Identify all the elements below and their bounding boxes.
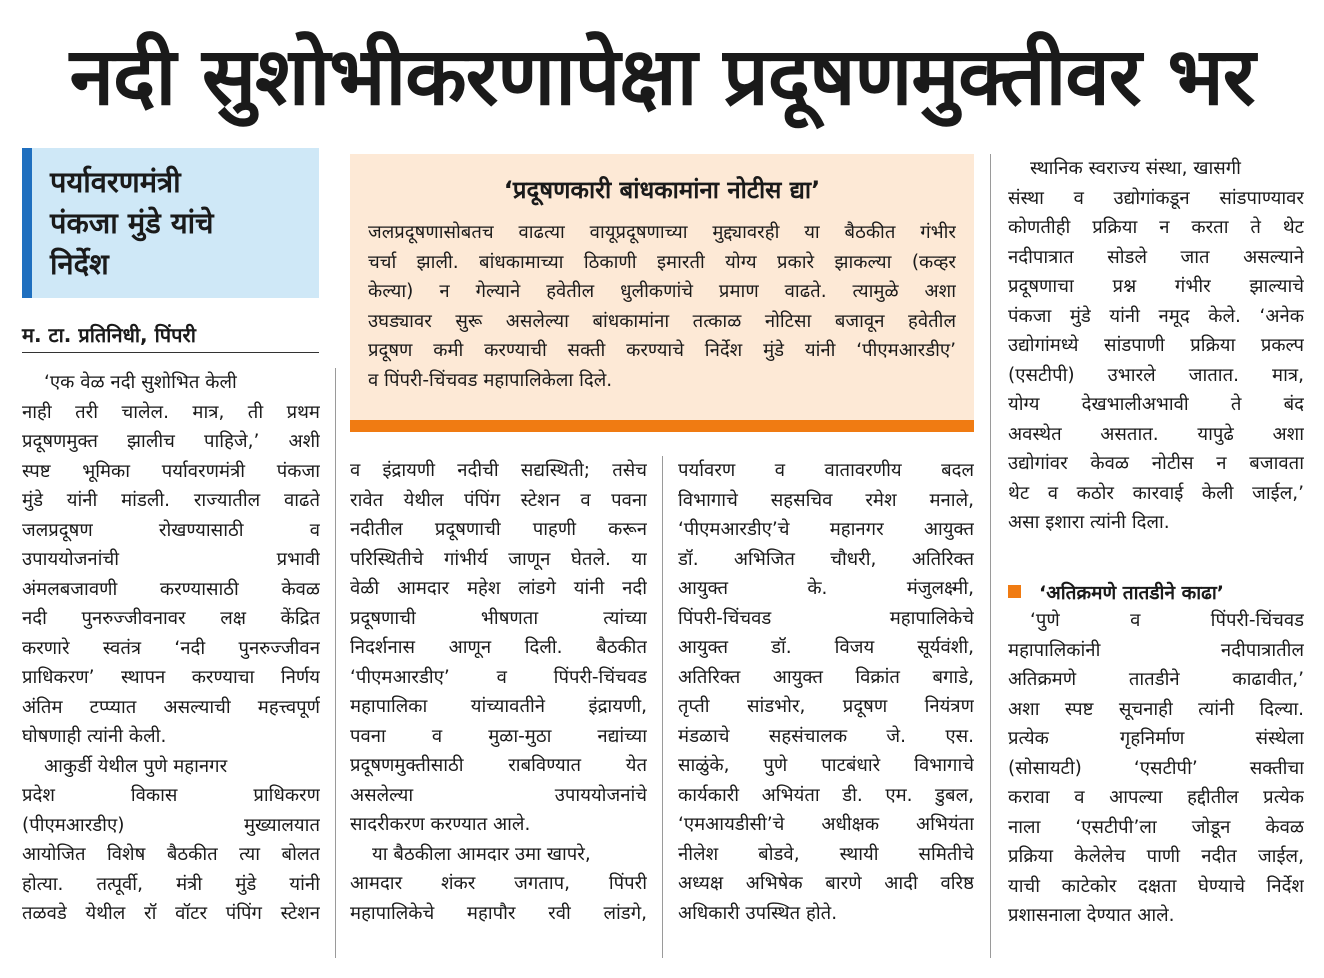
article-line: महापालिकेचे महापौर रवी लांडगे, <box>350 902 647 924</box>
sidebar-box-line: व पिंपरी-चिंचवड महापालिकेला दिले. <box>368 369 613 391</box>
article-line: प्रदेश विकास प्राधिकरण <box>22 785 320 806</box>
article-line: कोणतीही प्रक्रिया न करता ते थेट <box>1008 217 1304 238</box>
article-line: प्रत्येक गृहनिर्माण संस्थेला <box>1008 728 1304 749</box>
sidebar-box-line: केल्या) न गेल्याने हवेतील धुलीकणांचे प्रमाण वाढते. त्यामुळे अशा <box>368 281 956 302</box>
article-line: रावेत येथील पंपिंग स्टेशन व पवना <box>350 489 647 511</box>
article-column-2 <box>350 456 647 928</box>
article-line: नाला ‘एसटीपी’ला जोडून केवळ <box>1008 816 1304 838</box>
subhead-box <box>22 148 319 298</box>
article-line: अतिक्रमणे तातडीने काढावीत,’ <box>1008 669 1304 690</box>
article-column-4-continued <box>1008 606 1304 931</box>
article-line: करावा व आपल्या हद्दीतील प्रत्येक <box>1008 787 1304 808</box>
article-line: डॉ. अभिजित चौधरी, अतिरिक्त <box>678 548 974 570</box>
article-line: योग्य देखभालीअभावी ते बंद <box>1008 394 1304 415</box>
article-line: नदी पुनरुज्जीवनावर लक्ष केंद्रित <box>22 608 320 629</box>
article-line: प्राधिकरण’ स्थापन करण्याचा निर्णय <box>22 667 320 688</box>
article-line: ‘पीएमआरडीए’चे महानगर आयुक्त <box>678 519 974 540</box>
article-line: करणारे स्वतंत्र ‘नदी पुनरुज्जीवन <box>22 637 320 659</box>
article-line: अध्यक्ष अभिषेक बारणे आदी वरिष्ठ <box>678 873 974 894</box>
article-line: अशा स्पष्ट सूचनाही त्यांनी दिल्या. <box>1008 698 1304 720</box>
article-line: कार्यकारी अभियंता डी. एम. डुबल, <box>678 784 974 806</box>
article-line: प्रदूषणाचा प्रश्न गंभीर झाल्याचे <box>1008 276 1304 297</box>
article-line: साळुंके, पुणे पाटबंधारे विभागाचे <box>678 755 974 776</box>
article-line: अतिरिक्त आयुक्त विक्रांत बगाडे, <box>678 666 974 688</box>
article-line: आयोजित विशेष बैठकीत त्या बोलत <box>22 844 320 865</box>
article-column-1 <box>22 368 320 929</box>
article-line: महापालिका यांच्यावतीने इंद्रायणी, <box>350 696 647 717</box>
article-line: नीलेश बोडवे, स्थायी समितीचे <box>678 843 974 865</box>
sidebar-box-line: चर्चा झाली. बांधकामाच्या ठिकाणी इमारती योग्य प्रकारे झाकल्या (कव्हर <box>368 251 956 273</box>
article-line: अंमलबजावणी करण्यासाठी केवळ <box>22 578 320 600</box>
article-line: उद्योगांवर केवळ नोटीस न बजावता <box>1008 453 1304 474</box>
article-line: प्रदूषणमुक्त झालीच पाहिजे,’ अशी <box>22 431 320 452</box>
article-line: सादरीकरण करण्यात आले. <box>350 814 531 835</box>
article-line: अधिकारी उपस्थित होते. <box>678 902 838 924</box>
article-line: प्रक्रिया केलेलेच पाणी नदीत जाईल, <box>1008 846 1304 867</box>
article-line: ‘एमआयडीसी’चे अधीक्षक अभियंता <box>678 814 974 835</box>
sidebar-box-line: प्रदूषण कमी करण्याची सक्ती करण्याचे निर्देश मुंडे यांनी ‘पीएमआरडीए’ <box>368 340 956 361</box>
article-line: मुंडे यांनी मांडली. राज्यातील वाढते <box>22 490 320 511</box>
article-line: उपाययोजनांची प्रभावी <box>22 549 320 570</box>
sidebar-box <box>350 154 974 432</box>
article-line: नदीतील प्रदूषणाची पाहणी करून <box>350 519 647 540</box>
headline: नदी सुशोभीकरणापेक्षा प्रदूषणमुक्तीवर भर <box>69 30 1255 123</box>
subhead-line: पंकजा मुंडे यांचे <box>50 206 214 240</box>
subsection-heading <box>1008 578 1308 608</box>
square-bullet-icon <box>1008 585 1021 598</box>
subhead-line: पर्यावरणमंत्री <box>50 165 181 199</box>
article-line: पिंपरी-चिंचवड महापालिकेचे <box>678 607 974 629</box>
article-line: आकुर्डी येथील पुणे महानगर <box>44 755 228 777</box>
article-line: ‘पीएमआरडीए’ व पिंपरी-चिंचवड <box>350 666 647 688</box>
column-rule <box>335 368 336 958</box>
column-rule <box>662 456 663 958</box>
article-line: अवस्थेत असतात. यापुढे अशा <box>1008 423 1304 445</box>
article-line: संस्था व उद्योगांकडून सांडपाण्यावर <box>1008 187 1304 209</box>
article-line: तळवडे येथील रॉ वॉटर पंपिंग स्टेशन <box>22 903 320 924</box>
article-column-3 <box>678 456 974 928</box>
article-line: परिस्थितीचे गांभीर्य जाणून घेतले. या <box>350 548 647 570</box>
article-line: या बैठकीला आमदार उमा खापरे, <box>372 843 591 865</box>
article-line: निदर्शनास आणून दिली. बैठकीत <box>350 637 647 658</box>
article-column-4 <box>1008 154 1304 538</box>
column-rule <box>990 154 991 958</box>
article-line: ‘पुणे व पिंपरी-चिंचवड <box>1030 610 1304 631</box>
article-line: वेळी आमदार महेश लांडगे यांनी नदी <box>350 578 647 599</box>
article-line: पवना व मुळा-मुठा नद्यांच्या <box>350 725 647 747</box>
article-line: उद्योगांमध्ये सांडपाणी प्रक्रिया प्रकल्प <box>1008 335 1304 356</box>
byline-rule <box>22 352 319 353</box>
article-line: नाही तरी चालेल. मात्र, ती प्रथम <box>22 401 320 423</box>
article-line: पंकजा मुंडे यांनी नमूद केले. ‘अनेक <box>1008 305 1304 327</box>
article-line: असा इशारा त्यांनी दिला. <box>1008 512 1170 533</box>
sidebar-box-line: जलप्रदूषणासोबतच वाढत्या वायूप्रदूषणाच्या मुद्द्यावरही या बैठकीत गंभीर <box>368 222 956 243</box>
sidebar-box-body <box>368 218 956 395</box>
article-line: (सोसायटी) ‘एसटीपी’ सक्तीचा <box>1008 757 1304 779</box>
article-line: अंतिम टप्प्यात असल्याची महत्त्वपूर्ण <box>22 696 320 718</box>
article-line: ‘एक वेळ नदी सुशोभित केली <box>44 372 237 393</box>
subsection-title: ‘अतिक्रमणे तातडीने काढा’ <box>1039 582 1224 604</box>
article-line: (एसटीपी) उभारले जातात. मात्र, <box>1008 364 1304 386</box>
article-line: व इंद्रायणी नदीची सद्यस्थिती; तसेच <box>350 460 647 481</box>
article-line: आयुक्त के. मंजुलक्ष्मी, <box>678 578 974 599</box>
article-line: प्रदूषणाची भीषणता त्यांच्या <box>350 607 647 629</box>
article-line: पर्यावरण व वातावरणीय बदल <box>678 460 974 481</box>
article-line: तृप्ती सांडभोर, प्रदूषण नियंत्रण <box>678 696 974 717</box>
article-line: विभागाचे सहसचिव रमेश मनाले, <box>678 489 974 511</box>
article-line: घोषणाही त्यांनी केली. <box>22 726 167 747</box>
article-line: प्रदूषणमुक्तीसाठी राबविण्यात येत <box>350 755 647 776</box>
article-line: होत्या. तत्पूर्वी, मंत्री मुंडे यांनी <box>22 873 320 895</box>
article-line: स्पष्ट भूमिका पर्यावरणमंत्री पंकजा <box>22 460 320 482</box>
article-line: (पीएमआरडीए) मुख्यालयात <box>22 814 320 836</box>
article-line: आमदार शंकर जगताप, पिंपरी <box>350 873 647 894</box>
subhead-line: निर्देश <box>50 247 109 281</box>
article-line: मंडळाचे सहसंचालक जे. एस. <box>678 725 974 747</box>
article-line: नदीपात्रात सोडले जात असल्याने <box>1008 246 1304 268</box>
article-line: थेट व कठोर कारवाई केली जाईल,’ <box>1008 482 1304 504</box>
article-line: महापालिकांनी नदीपात्रातील <box>1008 639 1304 661</box>
byline: म. टा. प्रतिनिधी, पिंपरी <box>22 323 196 347</box>
sidebar-box-bar <box>350 420 974 432</box>
article-line: असलेल्या उपाययोजनांचे <box>350 784 647 806</box>
article-line: स्थानिक स्वराज्य संस्था, खासगी <box>1030 158 1241 179</box>
article-line: याची काटेकोर दक्षता घेण्याचे निर्देश <box>1008 875 1304 897</box>
article-line: जलप्रदूषण रोखण्यासाठी व <box>22 519 320 541</box>
article-line: आयुक्त डॉ. विजय सूर्यवंशी, <box>678 637 974 658</box>
sidebar-box-title: ‘प्रदूषणकारी बांधकामांना नोटीस द्या’ <box>503 176 821 204</box>
sidebar-box-line: उघड्यावर सुरू असलेल्या बांधकामांना तत्काळ नोटिसा बजावून हवेतील <box>368 310 956 332</box>
article-line: प्रशासनाला देण्यात आले. <box>1008 905 1175 926</box>
